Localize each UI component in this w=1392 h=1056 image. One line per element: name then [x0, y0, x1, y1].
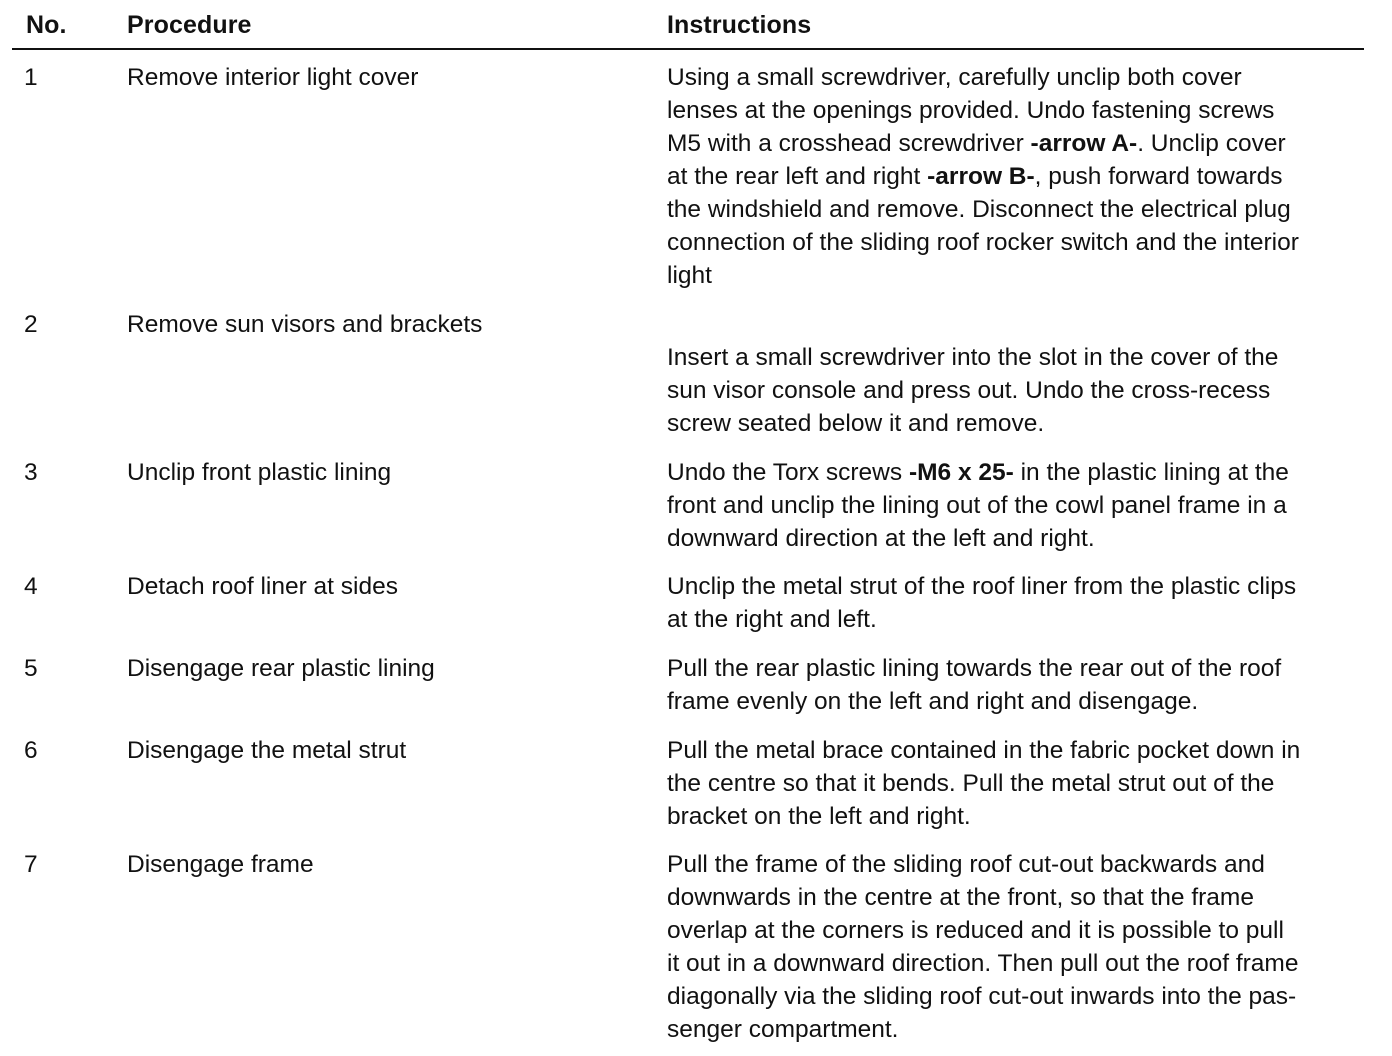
instruction-line [667, 407, 1349, 440]
row-number: 1 [24, 64, 38, 91]
instruction-line [667, 947, 1349, 980]
row-instructions [667, 652, 1349, 718]
table-header [0, 0, 1392, 50]
instruction-line [667, 61, 1349, 94]
row-number: 2 [24, 311, 38, 338]
instruction-line [667, 489, 1349, 522]
row-instructions [667, 570, 1349, 636]
row-procedure: Unclip front plastic lining [127, 459, 392, 486]
instruction-text: Pull the rear plastic lining towards the rear out of the roof [667, 655, 1282, 682]
instruction-text: at the rear left and right [667, 163, 928, 190]
header-procedure: Procedure [127, 11, 252, 39]
instruction-text: sun visor console and press out. Undo the cross-recess [667, 377, 1271, 404]
instruction-line [667, 734, 1349, 767]
instruction-line [667, 980, 1349, 1013]
instruction-line [667, 522, 1349, 555]
row-number: 5 [24, 655, 38, 682]
instruction-line [667, 94, 1349, 127]
instruction-text: , push forward towards [1034, 163, 1283, 190]
row-instructions [667, 734, 1349, 833]
instruction-line [667, 848, 1349, 881]
row-instructions [667, 341, 1349, 440]
row-number: 7 [24, 851, 38, 878]
instruction-text: . Unclip cover [1137, 130, 1286, 157]
instruction-emphasis: -M6 x 25- [908, 459, 1014, 486]
instruction-text: it out in a downward direction. Then pull out the roof frame [667, 950, 1299, 977]
row-procedure: Remove interior light cover [127, 64, 419, 91]
instruction-text: senger compartment. [667, 1016, 899, 1043]
instruction-line [667, 160, 1349, 193]
instruction-line [667, 193, 1349, 226]
instruction-text: M5 with a crosshead screwdriver [667, 130, 1031, 157]
instruction-line [667, 603, 1349, 636]
instruction-text: screw seated below it and remove. [667, 410, 1045, 437]
row-instructions [667, 456, 1349, 555]
instruction-text: Undo the Torx screws [667, 459, 909, 486]
instruction-text: in the plastic lining at the [1013, 459, 1289, 486]
instruction-text: overlap at the corners is reduced and it is possible to pull [667, 917, 1284, 944]
instruction-text: light [667, 262, 712, 289]
header-no: No. [26, 11, 67, 39]
row-number: 3 [24, 459, 38, 486]
instruction-text: frame evenly on the left and right and disengage. [667, 688, 1199, 715]
instruction-line [667, 341, 1349, 374]
instruction-text: downwards in the centre at the front, so that the frame [667, 884, 1254, 911]
instruction-text: bracket on the left and right. [667, 803, 971, 830]
row-instructions [667, 61, 1349, 292]
row-procedure: Disengage rear plastic lining [127, 655, 435, 682]
instruction-line [667, 685, 1349, 718]
instruction-line [667, 914, 1349, 947]
instruction-line [667, 800, 1349, 833]
instruction-text: connection of the sliding roof rocker switch and the interior [667, 229, 1299, 256]
instruction-text: Insert a small screwdriver into the slot in the cover of the [667, 344, 1279, 371]
instruction-text: Using a small screwdriver, carefully unclip both cover [667, 64, 1242, 91]
row-procedure: Disengage frame [127, 851, 314, 878]
instruction-line [667, 259, 1349, 292]
instruction-line [667, 127, 1349, 160]
instruction-line [667, 374, 1349, 407]
row-procedure: Disengage the metal strut [127, 737, 407, 764]
instruction-line [667, 652, 1349, 685]
row-instructions [667, 848, 1349, 1046]
instruction-text: diagonally via the sliding roof cut-out inwards into the pas- [667, 983, 1297, 1010]
header-instructions: Instructions [667, 11, 812, 39]
instruction-line [667, 456, 1349, 489]
instruction-text: the centre so that it bends. Pull the metal strut out of the [667, 770, 1275, 797]
row-number: 6 [24, 737, 38, 764]
instruction-text: lenses at the openings provided. Undo fastening screws [667, 97, 1275, 124]
instruction-text: Unclip the metal strut of the roof liner from the plastic clips [667, 573, 1297, 600]
instruction-emphasis: -arrow A- [1030, 130, 1138, 157]
instruction-text: the windshield and remove. Disconnect the electrical plug [667, 196, 1291, 223]
instruction-line [667, 570, 1349, 603]
instruction-text: front and unclip the lining out of the cowl panel frame in a [667, 492, 1287, 519]
row-procedure: Detach roof liner at sides [127, 573, 398, 600]
row-procedure: Remove sun visors and brackets [127, 311, 483, 338]
instruction-text: Pull the metal brace contained in the fabric pocket down in [667, 737, 1301, 764]
instruction-line [667, 767, 1349, 800]
instruction-text: downward direction at the left and right. [667, 525, 1095, 552]
instruction-line [667, 226, 1349, 259]
row-number: 4 [24, 573, 38, 600]
header-divider [12, 48, 1364, 50]
instruction-line [667, 881, 1349, 914]
instruction-text: Pull the frame of the sliding roof cut-out backwards and [667, 851, 1265, 878]
instruction-line [667, 1013, 1349, 1046]
instruction-text: at the right and left. [667, 606, 877, 633]
instruction-emphasis: -arrow B- [927, 163, 1035, 190]
